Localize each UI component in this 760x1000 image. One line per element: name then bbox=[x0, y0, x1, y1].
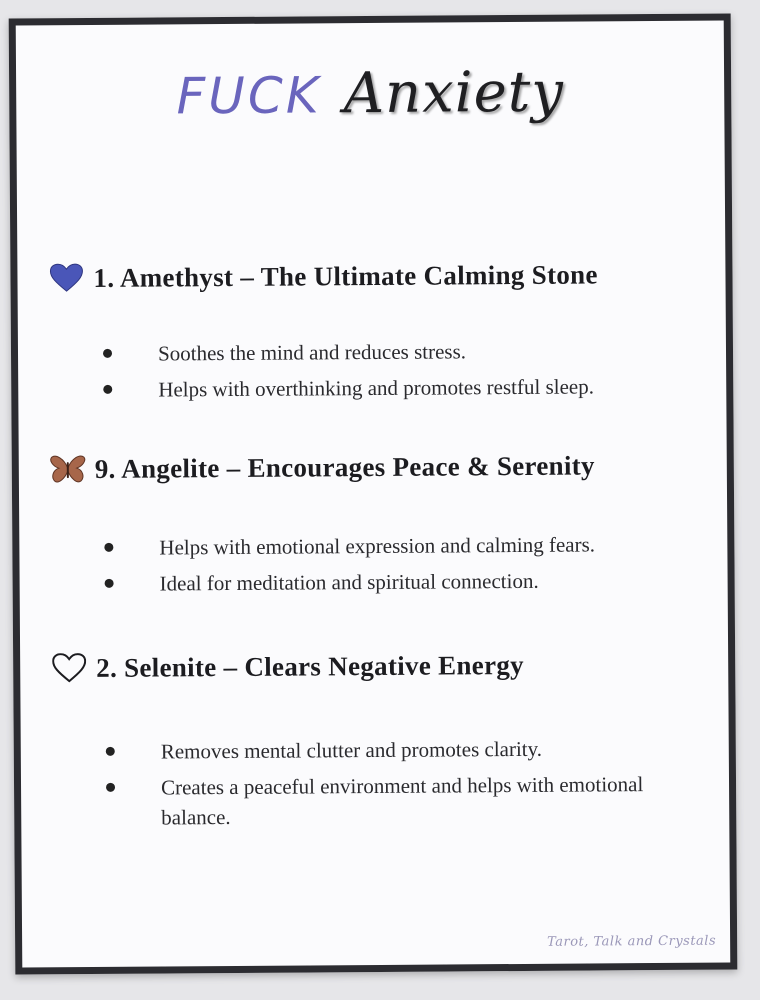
bullet-text: Soothes the mind and reduces stress. bbox=[157, 339, 467, 366]
white-heart-icon bbox=[50, 651, 88, 685]
crystal-card bbox=[9, 13, 738, 974]
bullet-dot bbox=[105, 579, 114, 588]
list-item bbox=[101, 529, 701, 563]
bullet-dot bbox=[106, 783, 115, 792]
section-angelite-bullets bbox=[101, 529, 701, 605]
list-item bbox=[100, 335, 700, 369]
bullet-text: Ideal for meditation and spiritual connection. bbox=[159, 568, 539, 596]
section-selenite-bullets bbox=[103, 733, 704, 839]
bullet-dot bbox=[103, 385, 112, 394]
butterfly-icon bbox=[49, 452, 87, 486]
title-word-anxiety: Anxiety bbox=[343, 59, 565, 127]
section-heading-text: 1. Amethyst – The Ultimate Calming Stone bbox=[93, 258, 598, 293]
section-amethyst-bullets bbox=[100, 335, 700, 411]
section-heading-text: 9. Angelite – Encourages Peace & Serenity bbox=[94, 449, 595, 484]
blue-heart-icon bbox=[47, 261, 85, 295]
list-item bbox=[103, 733, 703, 767]
list-item bbox=[100, 371, 700, 405]
bullet-text: Helps with overthinking and promotes restful sleep. bbox=[158, 374, 595, 402]
bullet-text: Helps with emotional expression and calming fears. bbox=[159, 532, 596, 560]
section-amethyst-heading bbox=[47, 257, 597, 295]
list-item bbox=[103, 769, 703, 833]
card-title bbox=[16, 59, 724, 129]
signature: Tarot, Talk and Crystals bbox=[546, 933, 717, 950]
bullet-dot bbox=[103, 349, 112, 358]
title-word-fuck: FUCK bbox=[176, 66, 322, 126]
section-heading-text: 2. Selenite – Clears Negative Energy bbox=[96, 649, 525, 683]
bullet-text: Creates a peaceful environment and helps with emotional balance. bbox=[160, 772, 644, 830]
list-item bbox=[102, 565, 702, 599]
bullet-dot bbox=[104, 543, 113, 552]
section-angelite-heading bbox=[49, 448, 595, 486]
bullet-dot bbox=[106, 747, 115, 756]
section-selenite-heading bbox=[50, 648, 524, 685]
bullet-text: Removes mental clutter and promotes clarity. bbox=[160, 736, 543, 764]
